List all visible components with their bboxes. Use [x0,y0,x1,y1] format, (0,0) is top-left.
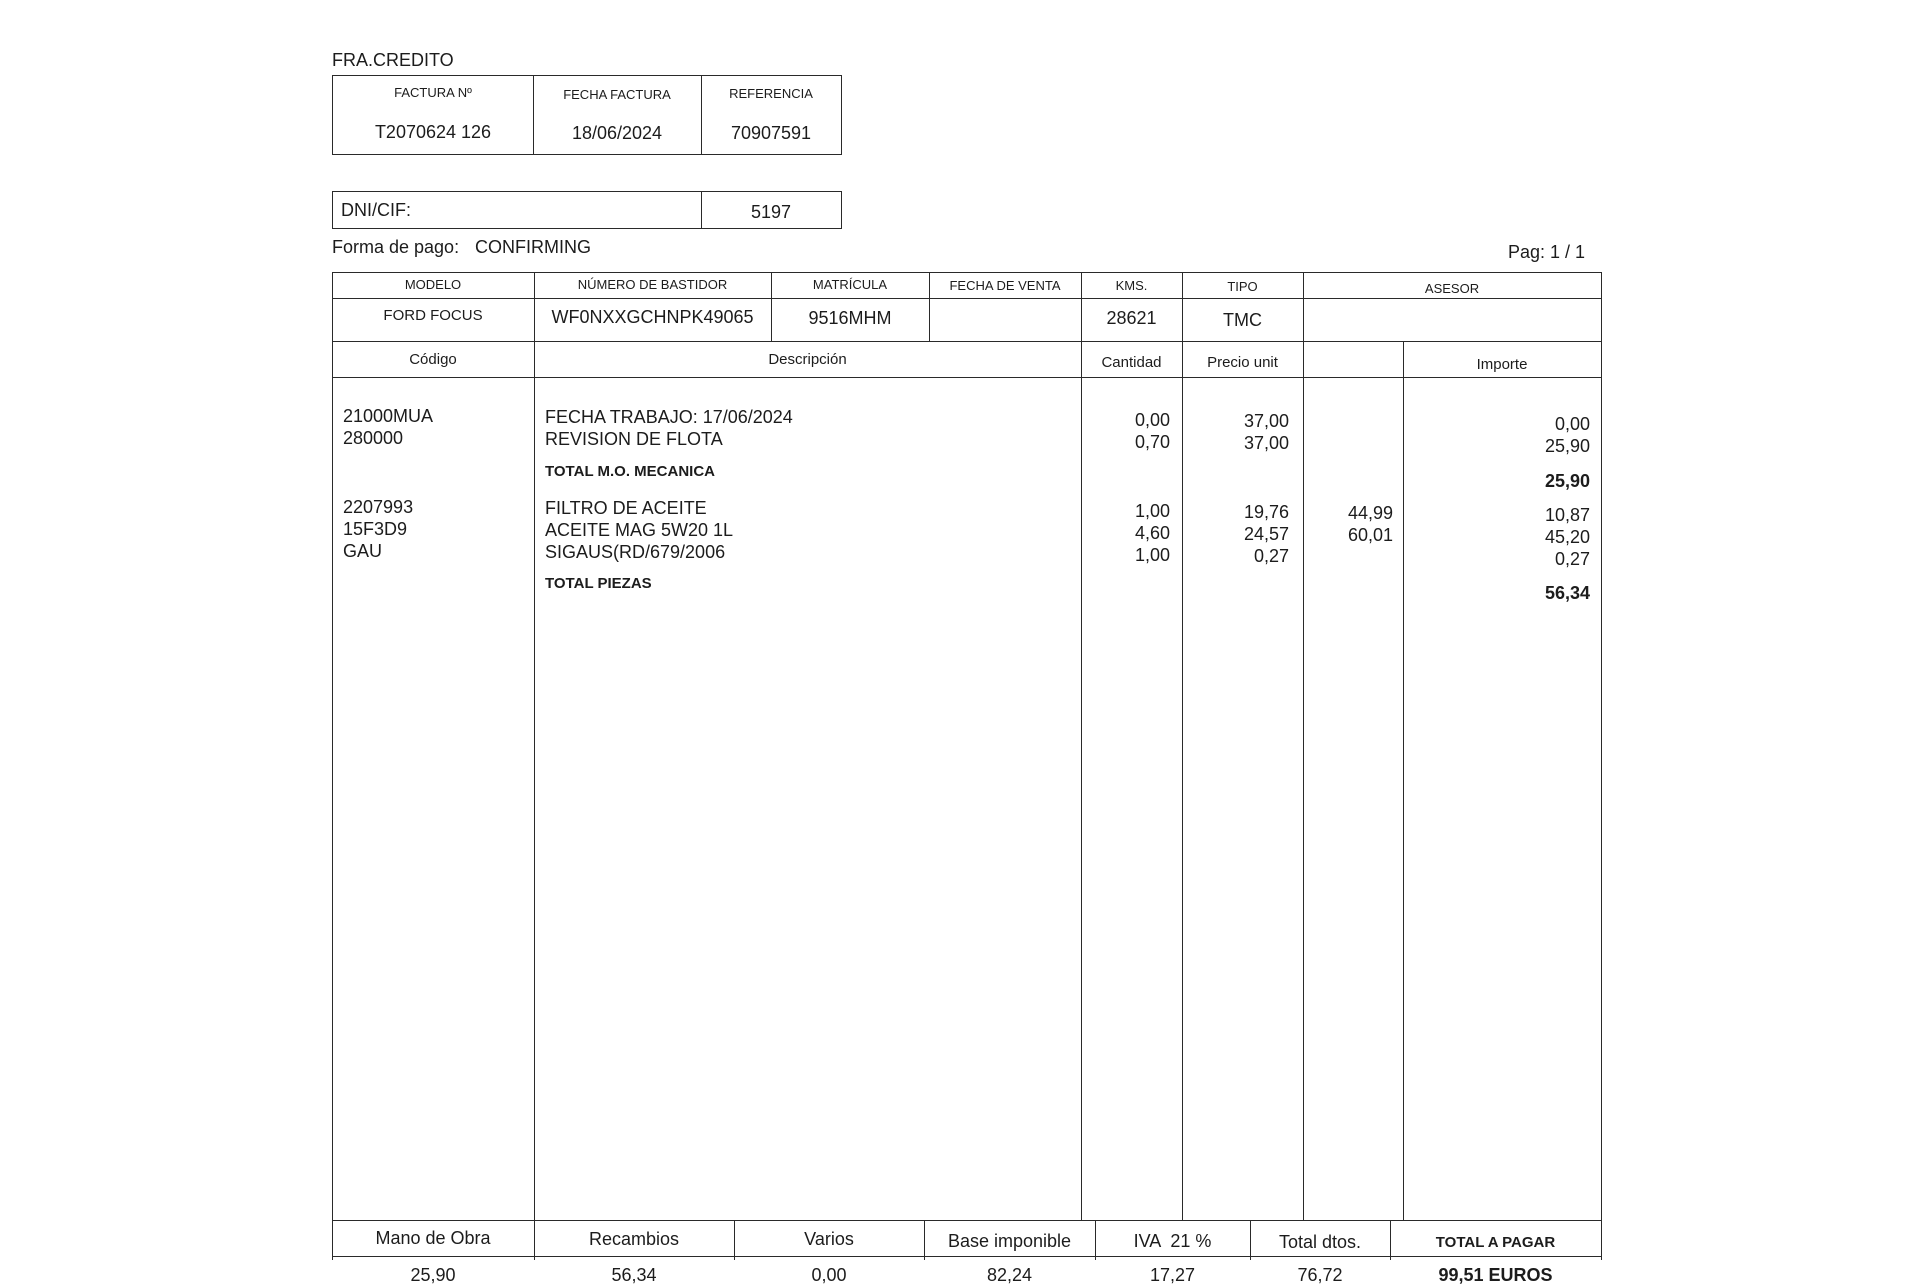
discounts-value: 76,72 [1297,1265,1343,1285]
line-amount: 10,87 [1544,505,1590,525]
parts-extra-values [1303,502,1393,546]
invoice-number-label: FACTURA Nº [394,85,472,100]
col-amount-header: Importe [1476,356,1528,373]
line-code: GAU [343,541,383,561]
misc-summary-label: Varios [804,1229,854,1249]
line-amount: 25,90 [1544,436,1590,456]
labour-total-value: 25,90 [1544,471,1590,491]
line-quantity: 0,00 [1134,410,1170,430]
payment-method-label: Forma de pago: [332,237,460,257]
line-amount: 0,00 [1554,414,1590,434]
dni-box [332,191,842,229]
labour-unit-prices [1182,410,1289,454]
parts-unit-prices [1182,501,1289,567]
line-quantity: 4,60 [1134,523,1170,543]
col-quantity-header: Cantidad [1101,354,1162,371]
line-description: FILTRO DE ACEITE [545,498,707,518]
invoice-number: T2070624 126 [374,122,492,142]
line-unit-price: 37,00 [1243,433,1289,453]
labour-descriptions [545,406,793,450]
line-amount: 45,20 [1544,527,1590,547]
sale-date-label: FECHA DE VENTA [949,278,1061,293]
line-amount: 0,27 [1554,549,1590,569]
parts-total-label: TOTAL PIEZAS [545,575,652,592]
line-extra-value: 44,99 [1347,503,1393,523]
line-description: SIGAUS(RD/679/2006 [545,542,726,562]
kms-label: KMS. [1115,278,1148,293]
plate-value: 9516MHM [808,308,892,328]
parts-quantities [1081,500,1170,566]
line-quantity: 1,00 [1134,501,1170,521]
type-value: TMC [1223,310,1262,330]
vin-value: WF0NXXGCHNPK49065 [551,307,754,327]
total-to-pay-value: 99,51 EUROS [1438,1265,1553,1285]
dni-value: 5197 [750,202,792,222]
labour-total-label: TOTAL M.O. MECANICA [545,463,715,480]
labour-amounts [1403,413,1590,457]
parts-codes [343,496,413,562]
line-quantity: 1,00 [1134,545,1170,565]
document-type: FRA.CREDITO [332,50,454,70]
kms-value: 28621 [1106,308,1157,328]
reference-label: REFERENCIA [729,86,813,101]
tax-base-value: 82,24 [986,1265,1033,1285]
total-to-pay-label: TOTAL A PAGAR [1435,1234,1556,1251]
model-value: FORD FOCUS [383,307,483,324]
line-unit-price: 24,57 [1243,524,1289,544]
invoice-date: 18/06/2024 [571,123,663,143]
col-code-header: Código [409,351,457,368]
misc-summary-value: 0,00 [811,1265,847,1285]
line-unit-price: 19,76 [1243,502,1289,522]
labour-codes [343,405,433,449]
type-label: TIPO [1227,279,1258,294]
line-description: ACEITE MAG 5W20 1L [545,520,734,540]
tax-base-label: Base imponible [947,1231,1072,1251]
invoice-info-box [332,75,842,155]
page-number: Pag: 1 / 1 [1508,242,1586,262]
discounts-label: Total dtos. [1278,1232,1362,1252]
payment-method-value: CONFIRMING [475,237,591,257]
invoice-date-label: FECHA FACTURA [563,87,671,102]
reference-number: 70907591 [730,123,812,143]
labour-summary-value: 25,90 [410,1265,456,1285]
parts-summary-value: 56,34 [611,1265,657,1285]
line-unit-price: 0,27 [1253,546,1289,566]
dni-label: DNI/CIF: [341,200,411,220]
line-description: REVISION DE FLOTA [545,429,723,449]
col-unit-price-header: Precio unit [1207,354,1278,371]
line-description: FECHA TRABAJO: 17/06/2024 [545,407,793,427]
line-code: 2207993 [343,497,414,517]
parts-descriptions [545,497,733,563]
line-extra-value: 60,01 [1347,525,1393,545]
vat-value: 17,27 [1149,1265,1196,1285]
labour-summary-label: Mano de Obra [375,1228,491,1248]
plate-label: MATRÍCULA [812,277,888,292]
parts-total-value: 56,34 [1544,583,1590,603]
line-code: 15F3D9 [343,519,408,539]
col-description-header: Descripción [768,351,847,368]
line-quantity: 0,70 [1134,432,1170,452]
model-label: MODELO [404,277,462,292]
parts-summary-label: Recambios [588,1229,680,1249]
line-code: 280000 [343,428,404,448]
line-unit-price: 37,00 [1243,411,1289,431]
advisor-label: ASESOR [1424,281,1480,296]
vat-label: IVA 21 % [1133,1231,1212,1251]
parts-amounts [1403,504,1590,570]
labour-quantities [1081,409,1170,453]
line-code: 21000MUA [343,406,434,426]
vin-label: NÚMERO DE BASTIDOR [577,277,728,292]
